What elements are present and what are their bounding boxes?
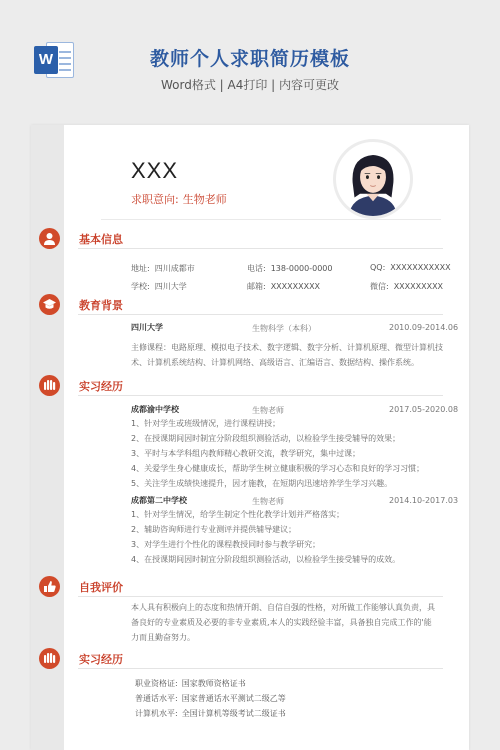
section-internship — [31, 374, 469, 396]
info-phone: 电话: 138-0000-0000 — [247, 264, 333, 273]
section-basic-info — [31, 227, 469, 249]
hands-icon — [39, 375, 60, 396]
job-intent — [131, 191, 227, 207]
avatar — [333, 139, 413, 219]
job-2-school: 成都第二中学校 — [131, 496, 187, 505]
person-icon — [39, 228, 60, 249]
job-2-period: 2014.10-2017.03 — [389, 496, 459, 505]
graduation-cap-icon — [39, 294, 60, 315]
section-education — [31, 293, 469, 315]
word-doc-icon: W — [34, 40, 76, 82]
job-intent-value: 生物老师 — [182, 193, 227, 206]
edu-courses: 主修课程：电路原理、模拟电子技术、数字逻辑、数字分析、计算机原理、微型计算机技 术、计算机系统结构、计算机网络、高级语言、汇编语言、数据结构、操作系统。 — [131, 343, 443, 367]
job-2-duties: 1、针对学生情况，给学生制定个性化教学计划并严格落实； 2、辅助咨询师进行专业测评并提供辅导建议； 3、对学生进行个性化的课程教授同时参与教学研究； 4、在授课期间因时制宜分阶段组织测验活动，以检验学生接受辅导的成效。 — [131, 510, 401, 564]
candidate-name: XXX — [131, 158, 179, 183]
section-certificates — [31, 647, 469, 669]
job-1-duties: 1、针对学生或班级情况，进行课程讲授； 2、在授课期间因时制宜分阶段组织测验活动，以检验学生接受辅导的效果； 3、平时与本学科组内教师精心教研交流，教学研究，集中过课； 4、关爱学生身心健康成长，帮助学生树立健康积极的学习心态和良好的学习习惯； 5、关注学生成绩快速提升，因才施教，在短期内迅速培养学生学习兴趣。 — [131, 419, 425, 488]
section-title: 实习经历 — [79, 380, 123, 393]
banner-title: 教师个人求职简历模板 — [149, 48, 350, 70]
thumbs-up-icon — [39, 576, 60, 597]
info-wechat: 微信: XXXXXXXXX — [370, 282, 444, 291]
section-self-eval — [31, 575, 469, 597]
section-title: 基本信息 — [79, 233, 123, 246]
job-intent-label: 求职意向: — [131, 193, 179, 206]
job-1-period: 2017.05-2020.08 — [389, 405, 459, 414]
edu-major: 生物科学（本科） — [252, 324, 316, 333]
header-divider — [101, 219, 441, 220]
section-title: 实习经历 — [79, 653, 123, 666]
info-qq: QQ: XXXXXXXXXXX — [370, 263, 451, 272]
edu-school: 四川大学 — [131, 323, 163, 332]
info-email: 邮箱: XXXXXXXXX — [247, 282, 321, 291]
section-title: 教育背景 — [79, 299, 123, 312]
cert-computer: 计算机水平: 全国计算机等级考试二级证书 — [135, 709, 286, 718]
hands-icon — [39, 648, 60, 669]
banner — [0, 0, 500, 110]
banner-subtitle: Word格式 | A4打印 | 内容可更改 — [160, 78, 340, 92]
resume-page — [31, 125, 469, 750]
job-2-role: 生物老师 — [252, 497, 284, 506]
cert-teacher: 职业资格证: 国家教师资格证书 — [135, 679, 246, 688]
edu-period: 2010.09-2014.06 — [389, 323, 459, 332]
job-1-school: 成都渝中学校 — [131, 405, 179, 414]
cert-mandarin: 普通话水平: 国家普通话水平测试二级乙等 — [135, 694, 286, 703]
info-address: 地址: 四川成都市 — [131, 264, 195, 273]
info-school: 学校: 四川大学 — [131, 282, 187, 291]
section-title: 自我评价 — [79, 581, 123, 594]
self-eval-text: 本人具有积极向上的态度和热情开朗、自信自强的性格，对所做工作能够认真负责，具 备良好的专业素质及必要的非专业素质,本人的实践经验丰富，具备独自完成工作的'能 力而且勤奋努力。 — [131, 603, 435, 642]
job-1-role: 生物老师 — [252, 406, 284, 415]
